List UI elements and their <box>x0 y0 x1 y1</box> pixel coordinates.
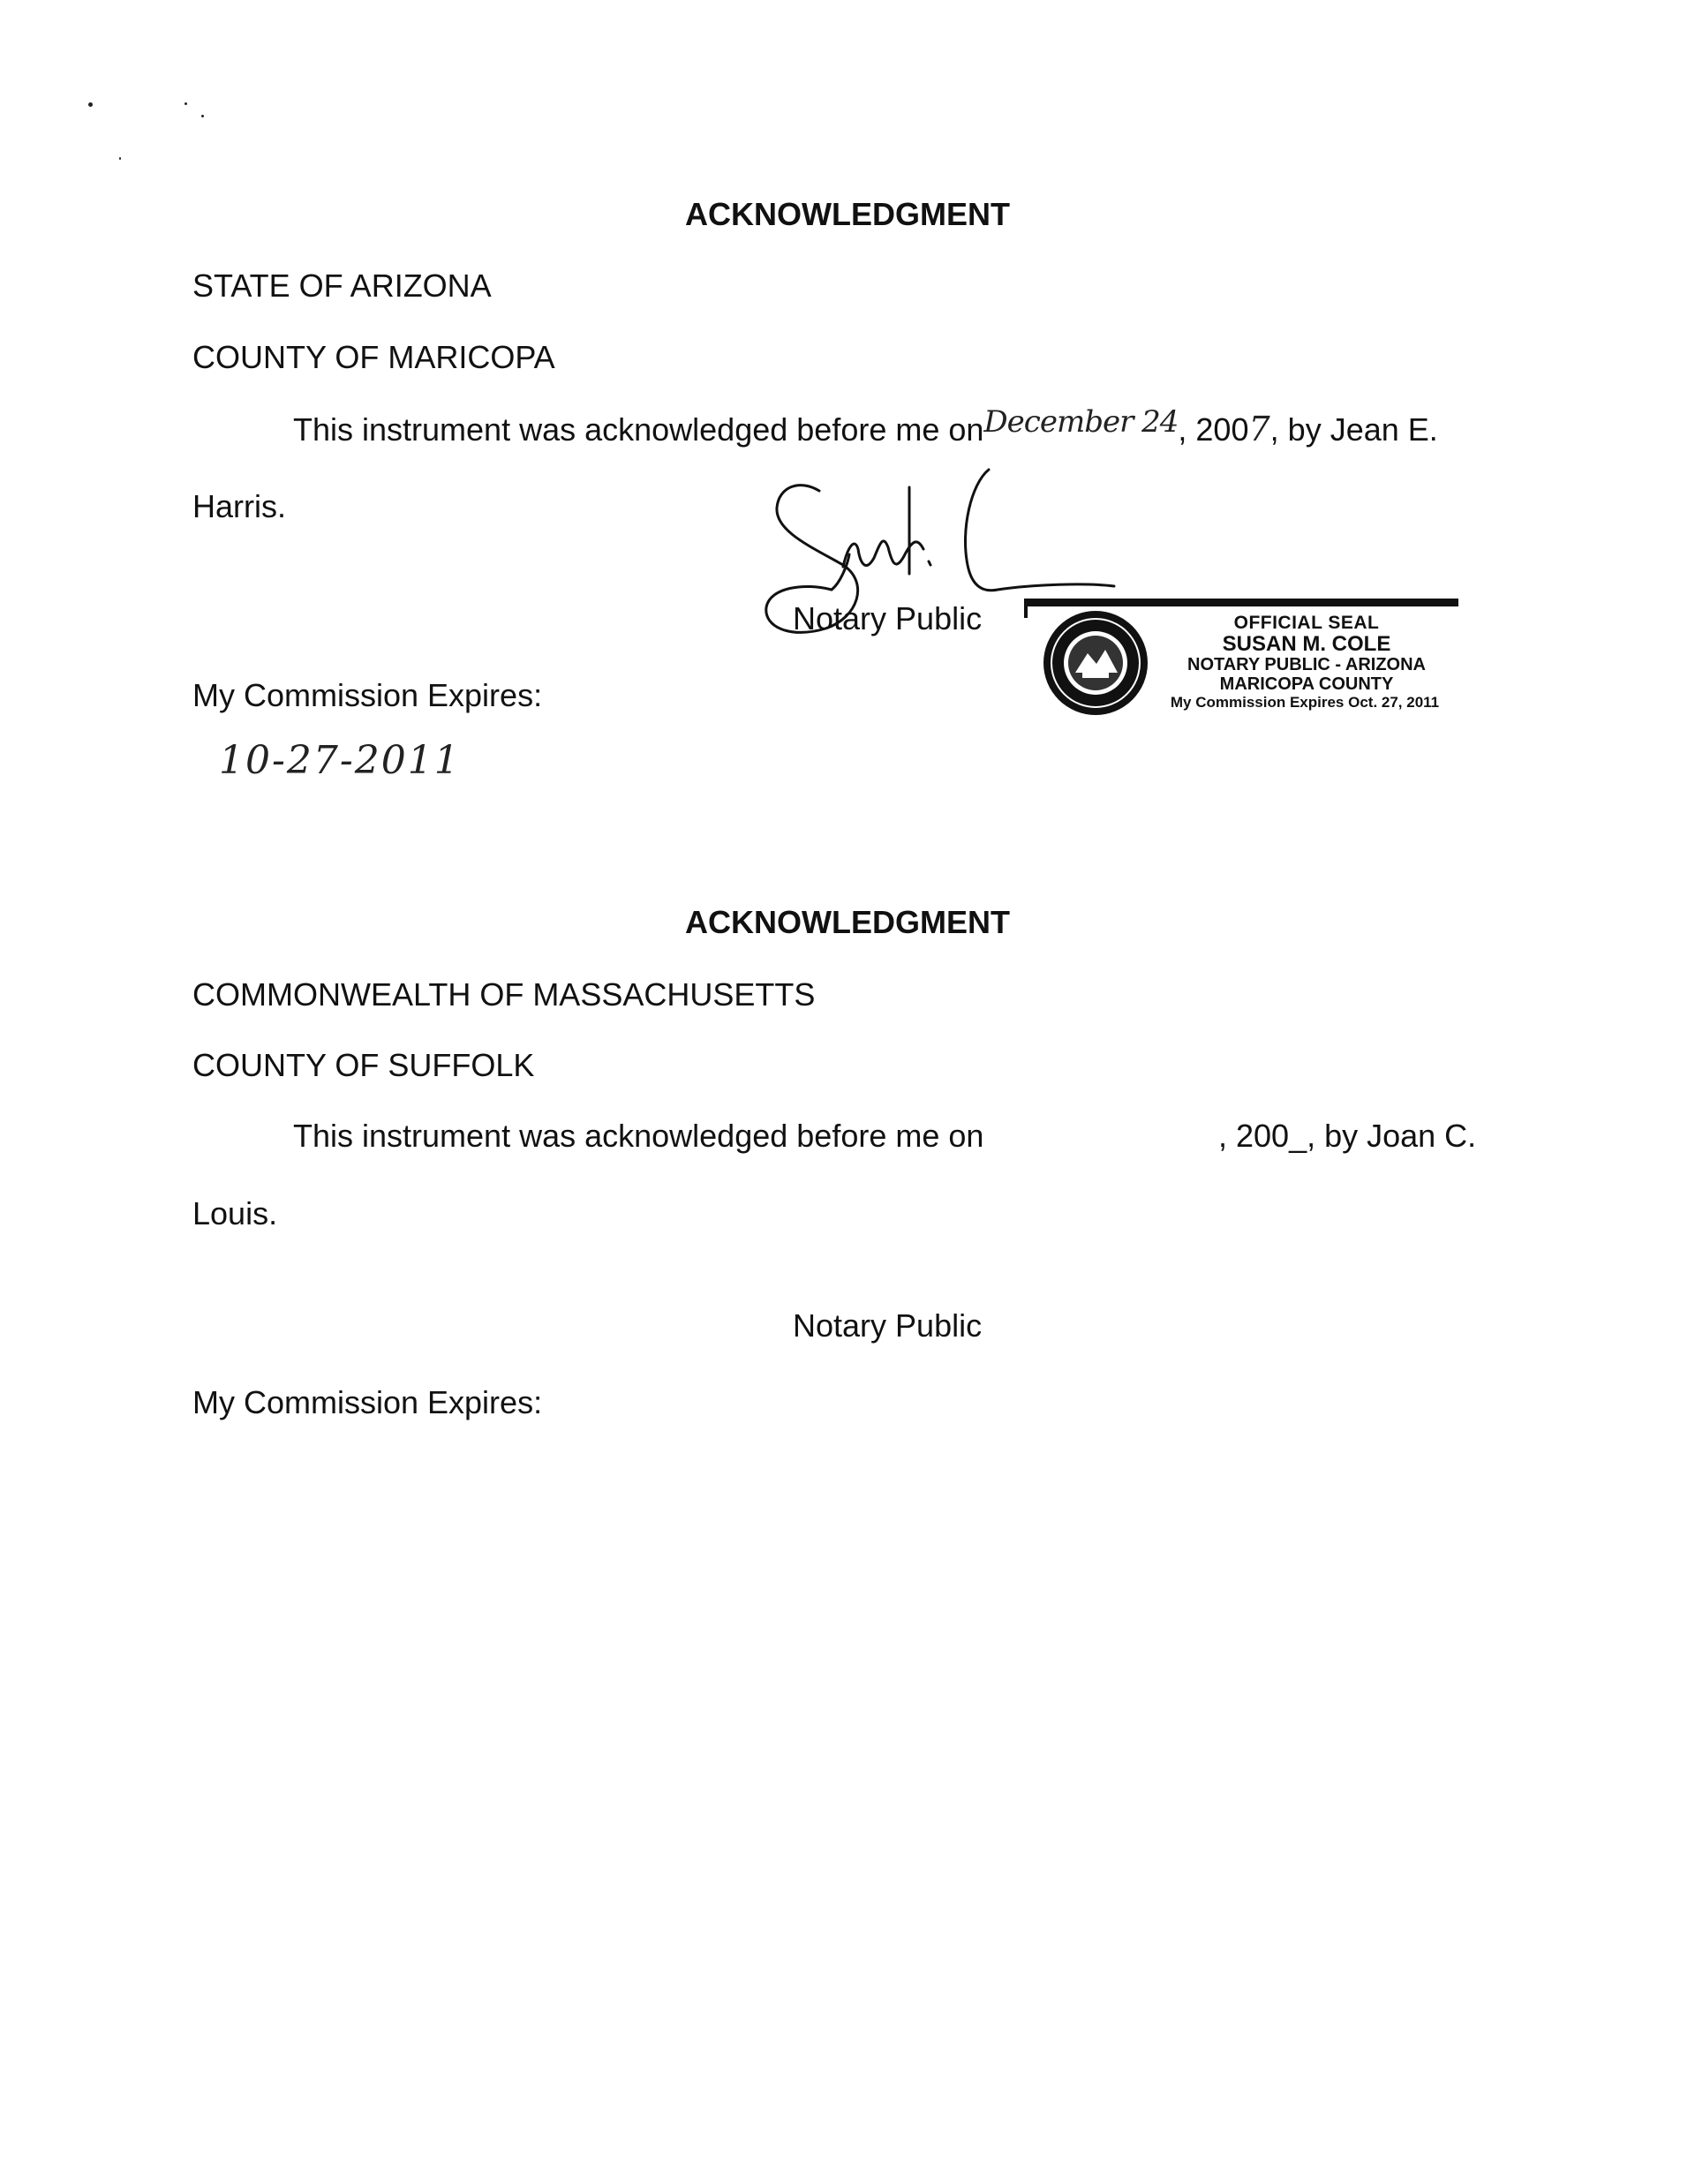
handwritten-date: December 24 <box>983 404 1179 440</box>
section1-name-continued: Harris. <box>192 488 286 524</box>
handwritten-year-digit: 7 <box>1248 410 1270 448</box>
section2-state: COMMONWEALTH OF MASSACHUSETTS <box>192 976 816 1013</box>
section1-line-part3: , by Jean E. <box>1269 411 1438 448</box>
section1-county: COUNTY OF MARICOPA <box>192 339 555 375</box>
seal-role: NOTARY PUBLIC - ARIZONA <box>1187 655 1426 674</box>
section2-commission-label: My Commission Expires: <box>192 1384 543 1420</box>
scan-speck <box>88 102 93 107</box>
state-seal-emblem <box>1043 611 1148 715</box>
scan-speck <box>185 102 187 105</box>
section1-heading: ACKNOWLEDGMENT <box>685 196 1010 232</box>
scan-speck <box>201 115 204 117</box>
handwritten-expiry-date: 10-27-2011 <box>219 738 461 783</box>
section1-line-part2: , 200 <box>1178 411 1249 448</box>
scan-speck <box>119 157 121 160</box>
seal-notary-name: SUSAN M. COLE <box>1222 632 1391 656</box>
section1-state: STATE OF ARIZONA <box>192 267 492 304</box>
section2-name-continued: Louis. <box>192 1195 278 1231</box>
official-notary-seal <box>1024 599 1458 731</box>
section2-notary-label: Notary Public <box>793 1307 983 1344</box>
seal-left-tick <box>1024 599 1028 618</box>
seal-top-bar <box>1024 599 1458 606</box>
section2-county: COUNTY OF SUFFOLK <box>192 1047 535 1083</box>
section1-acknowledgment-line <box>293 404 1438 449</box>
seal-county: MARICOPA COUNTY <box>1219 674 1394 694</box>
section2-line-part1: This instrument was acknowledged before me on <box>293 1118 984 1154</box>
section1-commission-label: My Commission Expires: <box>192 677 543 713</box>
section2-line-part2: , 200_, by Joan C. <box>1218 1118 1477 1154</box>
section2-heading: ACKNOWLEDGMENT <box>685 904 1010 940</box>
section1-notary-label: Notary Public <box>793 600 983 636</box>
seal-title: OFFICIAL SEAL <box>1233 613 1380 633</box>
section1-line-part1: This instrument was acknowledged before me on <box>293 411 984 448</box>
seal-expiry: My Commission Expires Oct. 27, 2011 <box>1170 694 1440 711</box>
